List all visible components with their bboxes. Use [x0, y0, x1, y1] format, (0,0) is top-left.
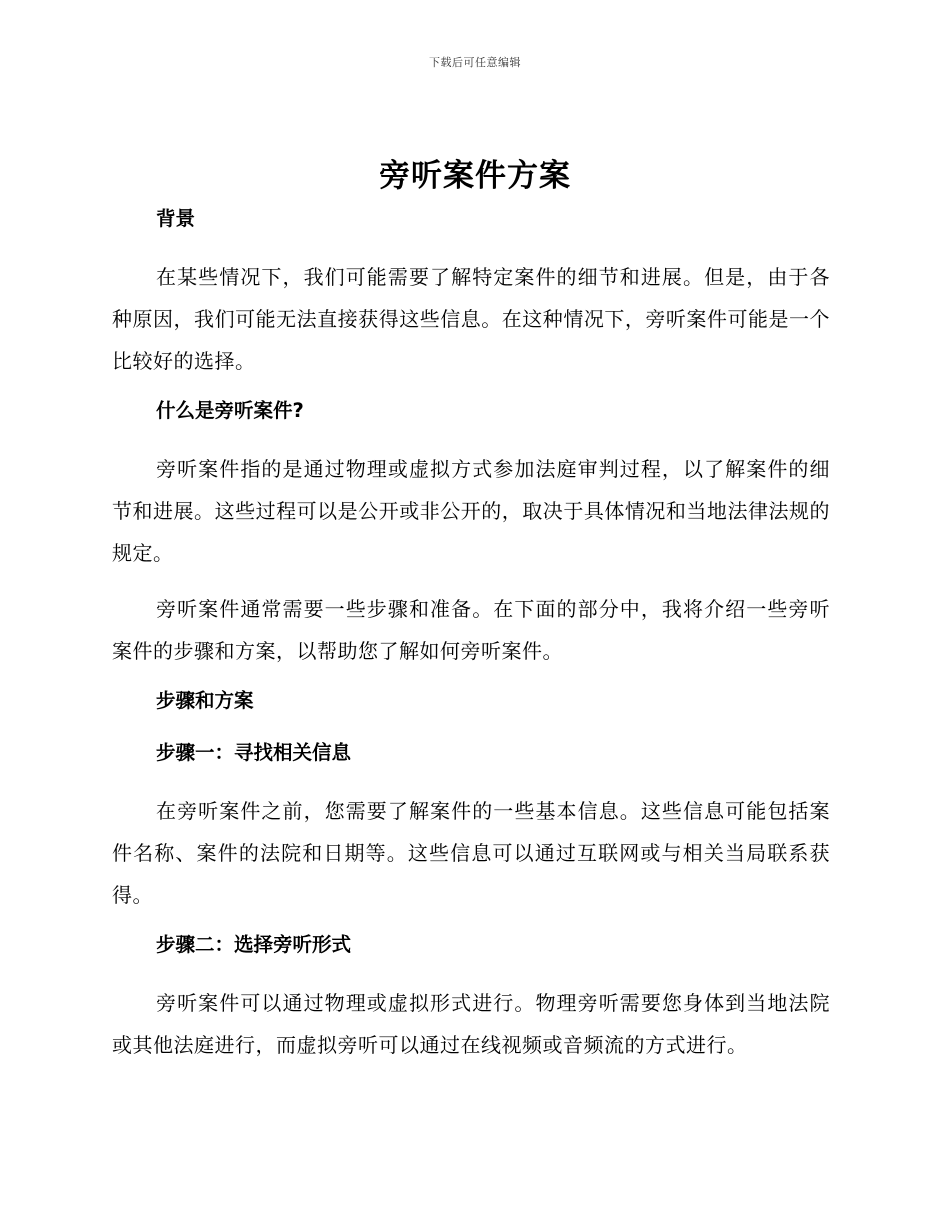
paragraph-definition: 旁听案件指的是通过物理或虚拟方式参加法庭审判过程，以了解案件的细节和进展。这些过程可以是公开或非公开的，取决于具体情况和当地法律法规的规定。: [112, 457, 830, 565]
document-body: [112, 204, 830, 1080]
section-heading-steps: 步骤和方案: [156, 689, 254, 712]
section-heading-step-one: 步骤一：寻找相关信息: [156, 741, 352, 764]
section-heading-what-is: 什么是旁听案件?: [156, 399, 304, 422]
section-heading-background: 背景: [156, 207, 196, 230]
section-heading-step-two: 步骤二：选择旁听形式: [156, 933, 352, 956]
paragraph-background: 在某些情况下，我们可能需要了解特定案件的细节和进展。但是，由于各种原因，我们可能无法直接获得这些信息。在这种情况下，旁听案件可能是一个比较好的选择。: [112, 265, 830, 373]
document-title: 旁听案件方案: [379, 158, 571, 194]
paragraph-step-two: 旁听案件可以通过物理或虚拟形式进行。物理旁听需要您身体到当地法院或其他法庭进行，而虚拟旁听可以通过在线视频或音频流的方式进行。: [112, 991, 830, 1057]
header-note: 下载后可任意编辑: [429, 56, 521, 69]
paragraph-intro-steps: 旁听案件通常需要一些步骤和准备。在下面的部分中，我将介绍一些旁听案件的步骤和方案，以帮助您了解如何旁听案件。: [112, 597, 830, 663]
paragraph-step-one: 在旁听案件之前，您需要了解案件的一些基本信息。这些信息可能包括案件名称、案件的法院和日期等。这些信息可以通过互联网或与相关当局联系获得。: [112, 799, 830, 907]
